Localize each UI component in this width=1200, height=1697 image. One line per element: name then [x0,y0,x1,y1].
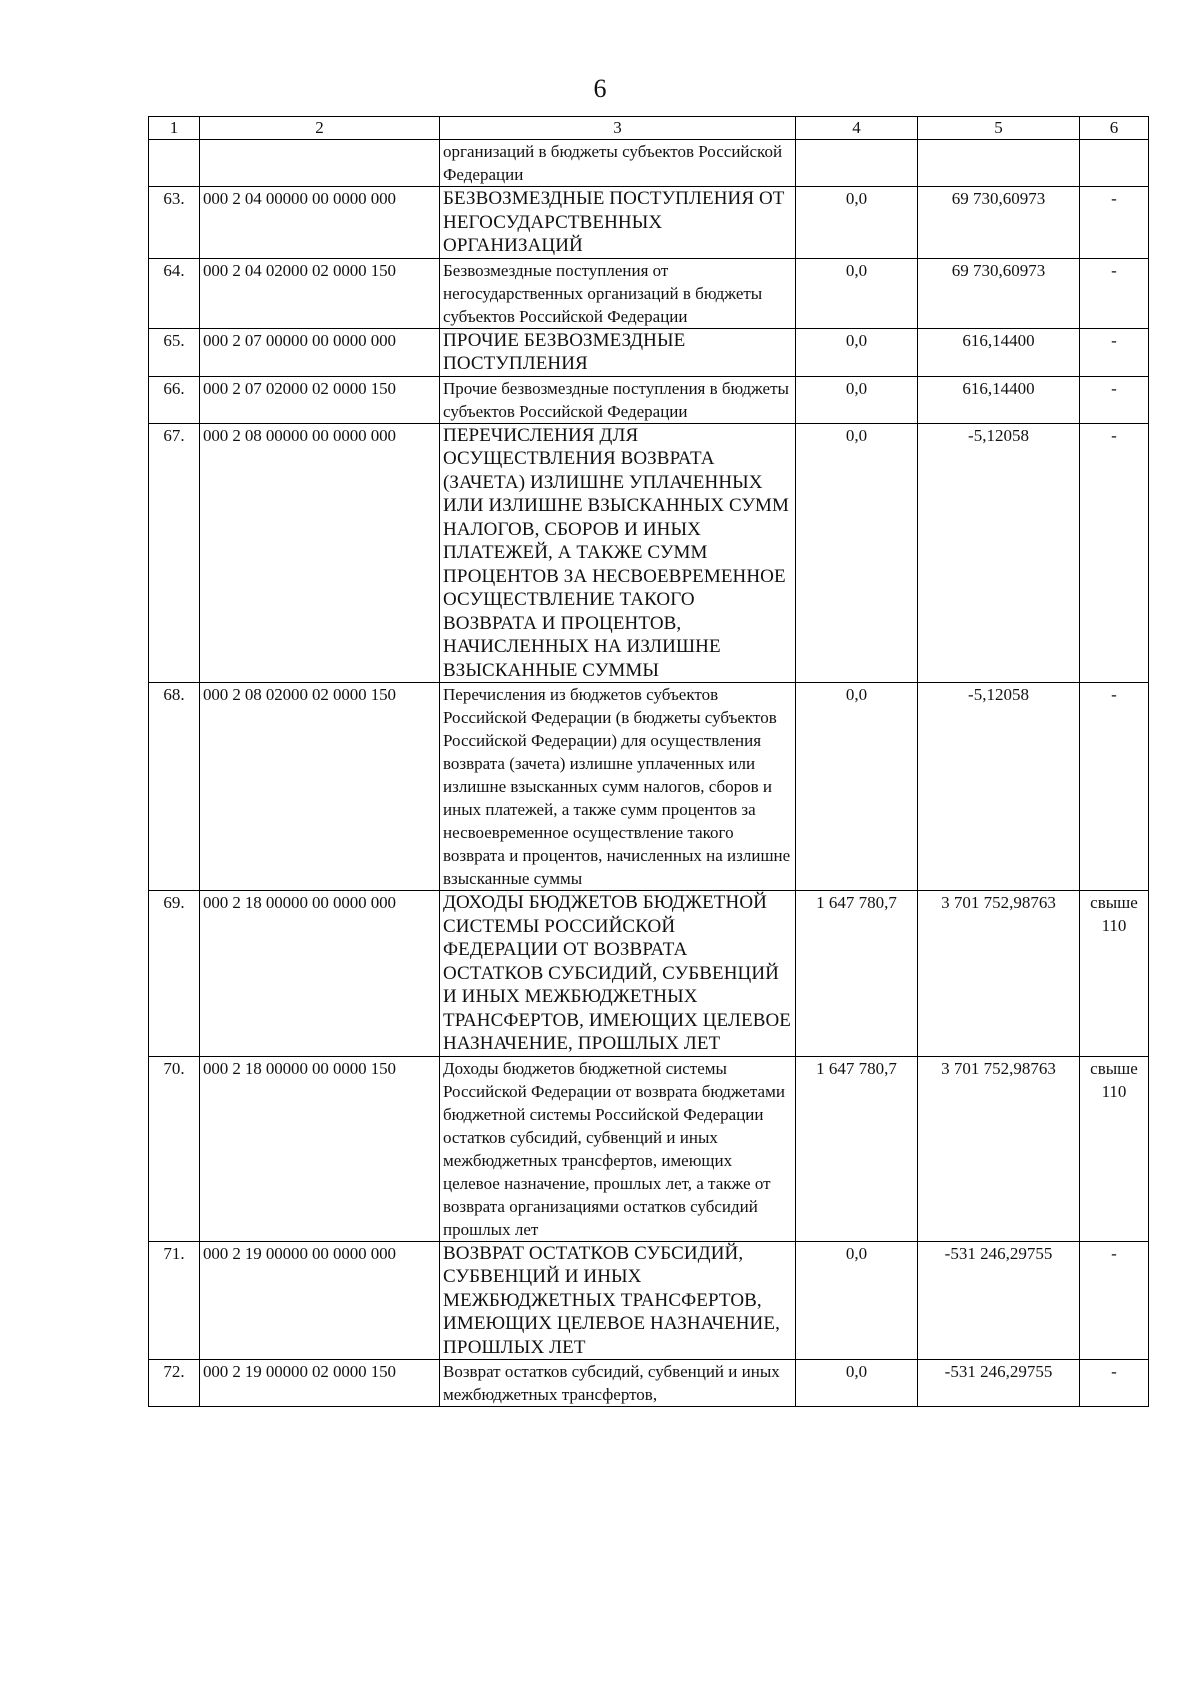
table-row [149,258,1149,328]
row-number-cell: 63. [149,187,200,259]
column-5-value-cell: -5,12058 [918,683,1080,891]
row-number-cell: 69. [149,891,200,1057]
column-5-value-cell: 616,14400 [918,328,1080,376]
column-6-value-cell: - [1080,187,1149,259]
column-5-value-cell [918,140,1080,187]
row-number-cell: 71. [149,1241,200,1360]
budget-code-cell: 000 2 07 00000 00 0000 000 [200,328,440,376]
column-5-value-cell: 3 701 752,98763 [918,891,1080,1057]
budget-code-cell: 000 2 18 00000 00 0000 150 [200,1056,440,1241]
table-row [149,187,1149,259]
column-6-value-cell: свыше 110 [1080,891,1149,1057]
budget-code-cell: 000 2 07 02000 02 0000 150 [200,376,440,423]
page-number: 6 [593,74,607,103]
table-row [149,423,1149,683]
row-number-cell: 72. [149,1360,200,1407]
table-row [149,1241,1149,1360]
table-row [149,140,1149,187]
column-6-value-cell: - [1080,1241,1149,1360]
column-6-value-cell: - [1080,258,1149,328]
column-4-value-cell: 0,0 [796,328,918,376]
column-5-value-cell: -5,12058 [918,423,1080,683]
column-6-value-cell: - [1080,328,1149,376]
table-header-row [149,117,1149,140]
column-6-value-cell: свыше 110 [1080,1056,1149,1241]
column-4-value-cell: 0,0 [796,1360,918,1407]
column-6-value-cell: - [1080,683,1149,891]
column-5-value-cell: 69 730,60973 [918,187,1080,259]
column-header-2: 2 [200,117,440,140]
revenue-name-cell: ПЕРЕЧИСЛЕНИЯ ДЛЯ ОСУЩЕСТВЛЕНИЯ ВОЗВРАТА (ЗАЧЕТА) ИЗЛИШНЕ УПЛАЧЕННЫХ ИЛИ ИЗЛИШНЕ ВЗЫСКАННЫХ СУММ НАЛОГОВ, СБОРОВ И ИНЫХ ПЛАТЕЖЕЙ, А ТАКЖЕ СУММ ПРОЦЕНТОВ ЗА НЕСВОЕВРЕМЕННОЕ ОСУЩЕСТВЛЕНИЕ ТАКОГО ВОЗВРАТА И ПРОЦЕНТОВ, НАЧИСЛЕННЫХ НА ИЗЛИШНЕ ВЗЫСКАННЫЕ СУММЫ [440,423,796,683]
row-number-cell: 67. [149,423,200,683]
row-number-cell [149,140,200,187]
budget-revenue-table [148,116,1149,1407]
budget-code-cell: 000 2 04 00000 00 0000 000 [200,187,440,259]
revenue-name-cell: ДОХОДЫ БЮДЖЕТОВ БЮДЖЕТНОЙ СИСТЕМЫ РОССИЙСКОЙ ФЕДЕРАЦИИ ОТ ВОЗВРАТА ОСТАТКОВ СУБСИДИЙ, СУБВЕНЦИЙ И ИНЫХ МЕЖБЮДЖЕТНЫХ ТРАНСФЕРТОВ, ИМЕЮЩИХ ЦЕЛЕВОЕ НАЗНАЧЕНИЕ, ПРОШЛЫХ ЛЕТ [440,891,796,1057]
column-4-value-cell: 0,0 [796,1241,918,1360]
budget-code-cell: 000 2 18 00000 00 0000 000 [200,891,440,1057]
column-4-value-cell: 0,0 [796,258,918,328]
column-header-5: 5 [918,117,1080,140]
revenue-name-cell: БЕЗВОЗМЕЗДНЫЕ ПОСТУПЛЕНИЯ ОТ НЕГОСУДАРСТВЕННЫХ ОРГАНИЗАЦИЙ [440,187,796,259]
column-6-value-cell [1080,140,1149,187]
revenue-name-cell: Прочие безвозмездные поступления в бюджеты субъектов Российской Федерации [440,376,796,423]
row-number-cell: 66. [149,376,200,423]
column-4-value-cell: 1 647 780,7 [796,891,918,1057]
column-4-value-cell [796,140,918,187]
row-number-cell: 64. [149,258,200,328]
column-5-value-cell: 69 730,60973 [918,258,1080,328]
column-6-value-cell: - [1080,376,1149,423]
column-header-4: 4 [796,117,918,140]
column-5-value-cell: 3 701 752,98763 [918,1056,1080,1241]
revenue-name-cell: Возврат остатков субсидий, субвенций и иных межбюджетных трансфертов, [440,1360,796,1407]
budget-code-cell [200,140,440,187]
column-6-value-cell: - [1080,1360,1149,1407]
table-row [149,328,1149,376]
table-row [149,1056,1149,1241]
budget-code-cell: 000 2 04 02000 02 0000 150 [200,258,440,328]
column-header-3: 3 [440,117,796,140]
column-4-value-cell: 0,0 [796,187,918,259]
column-4-value-cell: 0,0 [796,423,918,683]
budget-code-cell: 000 2 19 00000 02 0000 150 [200,1360,440,1407]
column-5-value-cell: -531 246,29755 [918,1241,1080,1360]
table-row [149,1360,1149,1407]
revenue-name-cell: Доходы бюджетов бюджетной системы Российской Федерации от возврата бюджетами бюджетной системы Российской Федерации остатков субсидий, субвенций и иных межбюджетных трансфертов, имеющих целевое назначение, прошлых лет, а также от возврата организациями остатков субсидий прошлых лет [440,1056,796,1241]
row-number-cell: 65. [149,328,200,376]
revenue-name-cell: ПРОЧИЕ БЕЗВОЗМЕЗДНЫЕ ПОСТУПЛЕНИЯ [440,328,796,376]
column-5-value-cell: -531 246,29755 [918,1360,1080,1407]
revenue-name-cell: ВОЗВРАТ ОСТАТКОВ СУБСИДИЙ, СУБВЕНЦИЙ И ИНЫХ МЕЖБЮДЖЕТНЫХ ТРАНСФЕРТОВ, ИМЕЮЩИХ ЦЕЛЕВОЕ НАЗНАЧЕНИЕ, ПРОШЛЫХ ЛЕТ [440,1241,796,1360]
column-5-value-cell: 616,14400 [918,376,1080,423]
budget-code-cell: 000 2 08 02000 02 0000 150 [200,683,440,891]
table-row [149,891,1149,1057]
table-row [149,683,1149,891]
revenue-name-cell: Перечисления из бюджетов субъектов Российской Федерации (в бюджеты субъектов Российской Федерации) для осуществления возврата (зачета) излишне уплаченных или излишне взысканных сумм налогов, сборов и иных платежей, а также сумм процентов за несвоевременное осуществление такого возврата и процентов, начисленных на излишне взысканные суммы [440,683,796,891]
row-number-cell: 70. [149,1056,200,1241]
revenue-name-cell: организаций в бюджеты субъектов Российской Федерации [440,140,796,187]
column-4-value-cell: 0,0 [796,376,918,423]
column-4-value-cell: 1 647 780,7 [796,1056,918,1241]
column-6-value-cell: - [1080,423,1149,683]
column-header-6: 6 [1080,117,1149,140]
budget-code-cell: 000 2 08 00000 00 0000 000 [200,423,440,683]
revenue-name-cell: Безвозмездные поступления от негосударственных организаций в бюджеты субъектов Российской Федерации [440,258,796,328]
row-number-cell: 68. [149,683,200,891]
column-header-1: 1 [149,117,200,140]
table-body [149,140,1149,1407]
column-4-value-cell: 0,0 [796,683,918,891]
budget-code-cell: 000 2 19 00000 00 0000 000 [200,1241,440,1360]
table-row [149,376,1149,423]
